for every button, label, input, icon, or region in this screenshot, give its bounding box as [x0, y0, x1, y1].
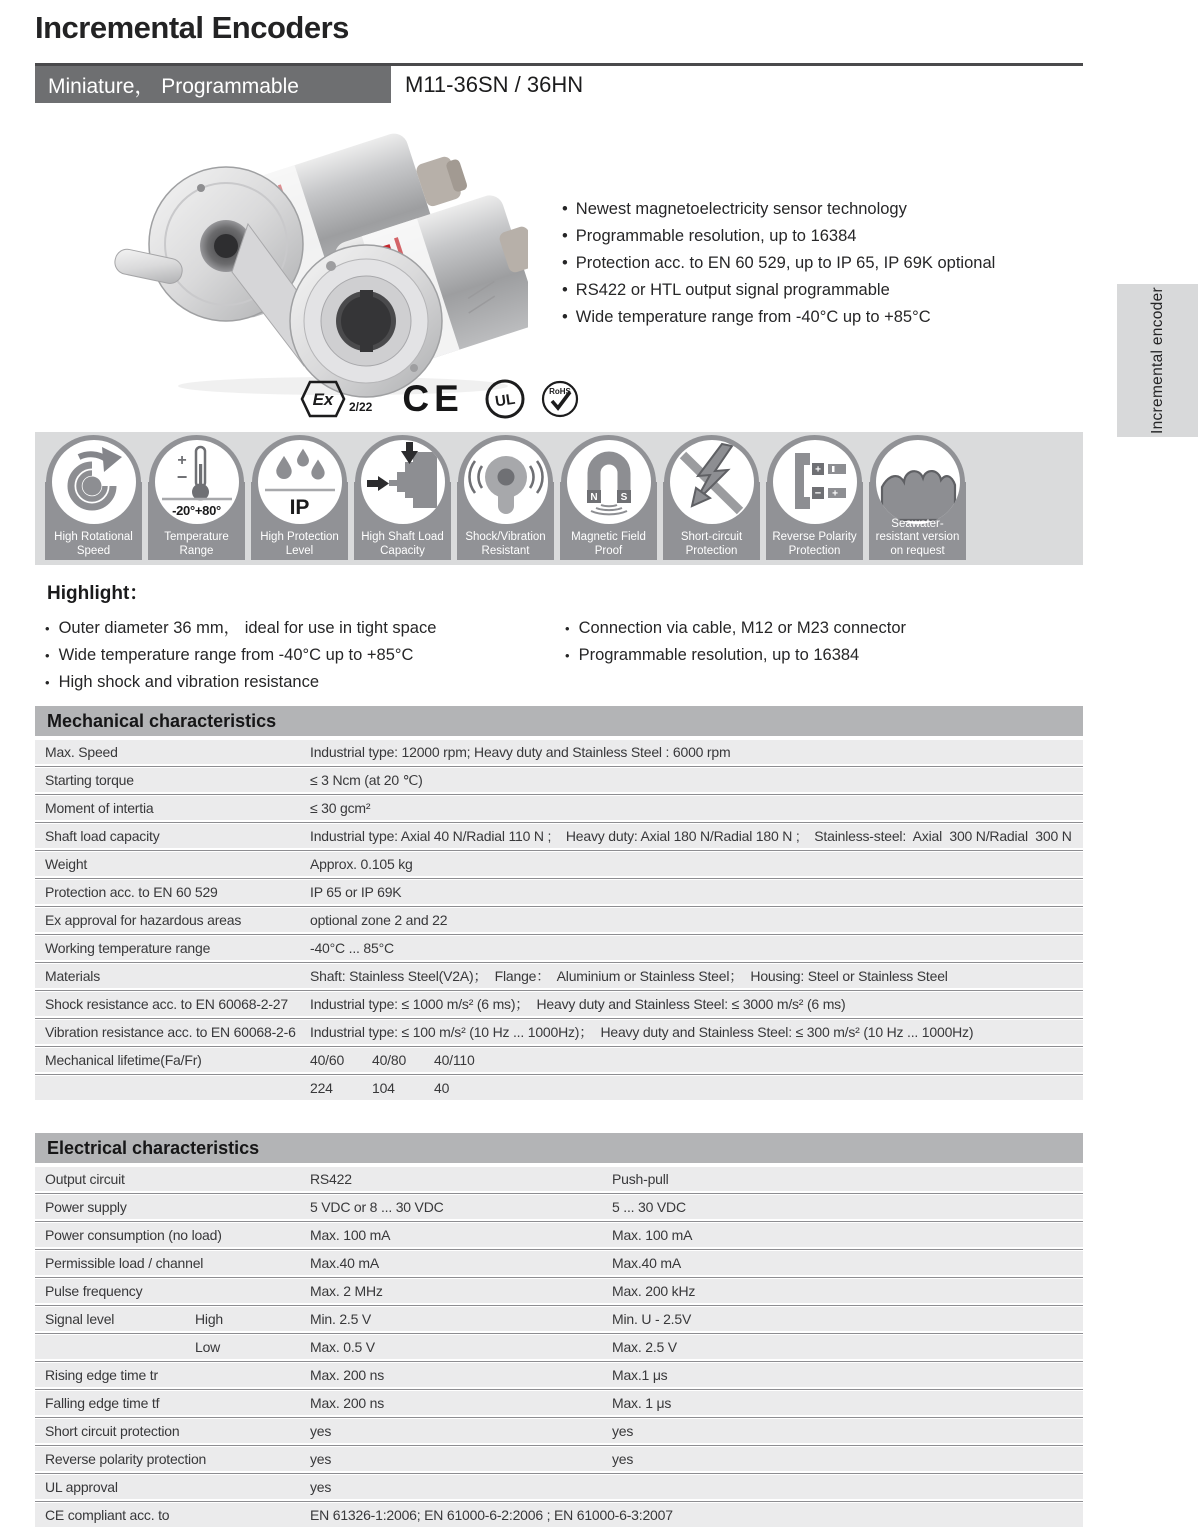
highlight-item-text: Programmable resolution, up to 16384 [578, 646, 860, 664]
spec-row-sublabel: Low [195, 1339, 221, 1355]
spec-row-value-rs422: Max. 2 MHz [310, 1283, 383, 1299]
features-list [562, 196, 995, 331]
bullet-icon: • [45, 621, 50, 636]
ul-mark-text: UL [493, 390, 517, 411]
spec-row-value: IP 65 or IP 69K [310, 884, 402, 900]
ex-zone-label: 2/22 [349, 400, 373, 414]
spec-row-value-rs422: Max. 0.5 V [310, 1339, 375, 1355]
icon-strip-label: Short-circuit Protection [680, 531, 743, 557]
spec-row [35, 1307, 1083, 1331]
icon-strip-unit [250, 432, 349, 565]
side-tab-label: Incremental encoder [1148, 286, 1166, 434]
spec-row [35, 1251, 1083, 1275]
short-circuit-protection-icon [670, 440, 754, 524]
magnetic-field-proof-icon [567, 440, 651, 524]
spec-row [35, 768, 1083, 792]
spec-row-label: Protection acc. to EN 60 529 [45, 884, 218, 900]
icon-strip-label: High Shaft Load Capacity [361, 531, 444, 557]
reverse-polarity-icon [773, 440, 857, 524]
icon-circle [464, 440, 548, 524]
spec-row [35, 1391, 1083, 1415]
ex-mark-text: Ex [312, 390, 334, 409]
feature-item-text: Programmable resolution, up to 16384 [575, 227, 857, 245]
svg-text:−: − [814, 487, 821, 500]
svg-text:+: + [831, 488, 838, 500]
spec-row-label: Output circuit [45, 1171, 125, 1187]
highlight-item [45, 642, 436, 669]
icon-badge: -20°+80° [172, 503, 221, 518]
spec-row [35, 964, 1083, 988]
spec-row [35, 1223, 1083, 1247]
icon-strip-label: Seawater-resistant version on request [875, 517, 960, 557]
spec-row [35, 1475, 1083, 1499]
spec-row-value-pushpull: Max. 1 μs [612, 1395, 672, 1411]
model-bar [35, 63, 1083, 103]
bullet-icon: • [562, 200, 568, 218]
bullet-icon: • [562, 227, 568, 245]
spec-row-label: Pulse frequency [45, 1283, 143, 1299]
spec-row-label: Reverse polarity protection [45, 1451, 207, 1467]
shock-vibration-icon [464, 440, 548, 524]
feature-item-text: Protection acc. to EN 60 529, up to IP 65, IP 69K optional [575, 254, 996, 272]
icon-strip-label: High Rotational Speed [54, 531, 133, 557]
spec-row-label: Power consumption (no load) [45, 1227, 222, 1243]
bullet-icon: • [45, 648, 50, 663]
spec-row-value-pushpull: Max. 100 mA [612, 1227, 693, 1243]
spec-row-value: -40°C ... 85°C [310, 940, 394, 956]
icon-circle [258, 440, 342, 524]
spec-row [35, 1419, 1083, 1443]
highlight-list-right [565, 615, 906, 669]
lifetime-value: 40/110 [434, 1052, 475, 1068]
icon-strip-unit [147, 432, 246, 565]
feature-item-text: RS422 or HTL output signal programmable [575, 281, 890, 299]
spec-row [35, 1279, 1083, 1303]
spec-row-value [310, 1080, 1083, 1096]
icon-circle [52, 440, 136, 524]
series-label: Miniature， Programmable [35, 66, 391, 103]
spec-row [35, 1076, 1083, 1100]
mechanical-table-rows [35, 740, 1083, 1100]
highlight-item-text: High shock and vibration resistance [58, 673, 320, 691]
side-tab [1117, 284, 1198, 437]
spec-row [35, 1020, 1083, 1044]
spec-row-label: Power supply [45, 1199, 127, 1215]
feature-item [562, 304, 995, 331]
spec-row-value: Approx. 0.105 kg [310, 856, 413, 872]
spec-row-label: UL approval [45, 1479, 118, 1495]
rohs-mark-icon [540, 379, 580, 419]
spec-row [35, 936, 1083, 960]
svg-text:+: + [176, 452, 187, 469]
spec-row-value-pushpull: Max.1 μs [612, 1367, 668, 1383]
icon-circle [361, 440, 445, 524]
spec-row-value: Industrial type: 12000 rpm; Heavy duty and Stainless Steel : 6000 rpm [310, 744, 731, 760]
spec-row-label: Permissible load / channel [45, 1255, 204, 1271]
icon-strip-label: High Protection Level [260, 531, 339, 557]
spec-row-label: Materials [45, 968, 100, 984]
ex-mark-icon [300, 379, 346, 419]
electrical-table-heading: Electrical characteristics [35, 1133, 1083, 1163]
spec-row-value-rs422: Max. 100 mA [310, 1227, 391, 1243]
spec-row-sublabel: High [195, 1311, 223, 1327]
model-number: M11-36SN / 36HN [405, 71, 584, 97]
feature-item-text: Newest magnetoelectricity sensor technology [575, 200, 907, 218]
spec-row-value: ≤ 3 Ncm (at 20 ℃) [310, 771, 423, 788]
icon-strip-unit [353, 432, 452, 565]
spec-row-value [310, 1052, 1083, 1068]
feature-item [562, 277, 995, 304]
spec-row-label: Shaft load capacity [45, 828, 160, 844]
spec-row-label: Rising edge time tr [45, 1367, 158, 1383]
icon-circle [876, 440, 960, 524]
lifetime-value: 40 [434, 1080, 450, 1096]
svg-text:N: N [589, 492, 598, 503]
spec-row-label: Short circuit protection [45, 1423, 180, 1439]
lifetime-value: 104 [372, 1080, 395, 1096]
icon-strip-unit [662, 432, 761, 565]
spec-row-value-pushpull: 5 ... 30 VDC [612, 1199, 686, 1215]
spec-row-value-pushpull: Max. 200 kHz [612, 1283, 696, 1299]
icon-badge: IP [289, 496, 310, 519]
icon-strip-label: Reverse Polarity Protection [772, 531, 857, 557]
spec-row-value-pushpull: Max.40 mA [612, 1255, 681, 1271]
icon-strip-unit [456, 432, 555, 565]
ul-mark-icon [484, 378, 526, 420]
spec-row-value-rs422: RS422 [310, 1171, 352, 1187]
spec-row-value: optional zone 2 and 22 [310, 912, 448, 928]
spec-row-value-rs422: Max. 200 ns [310, 1395, 385, 1411]
icon-strip-label: Temperature Range [164, 531, 229, 557]
spec-row-value-pushpull: Min. U - 2.5V [612, 1311, 692, 1327]
icon-strip-unit [44, 432, 143, 565]
certifications [300, 376, 580, 422]
spec-row-value: ≤ 30 gcm² [310, 800, 371, 816]
mechanical-table [35, 706, 1083, 1104]
spec-row-value: Industrial type: Axial 40 N/Radial 110 N ; Heavy duty: Axial 180 N/Radial 180 N ; Stainless-steel: Axial 300 N/Radial 300 N [310, 828, 1072, 844]
spec-row-label: Weight [45, 856, 88, 872]
spec-row [35, 1503, 1083, 1527]
feature-item [562, 250, 995, 277]
spec-row-label: Working temperature range [45, 940, 211, 956]
spec-row-value-rs422: Min. 2.5 V [310, 1311, 372, 1327]
lifetime-value: 224 [310, 1080, 333, 1096]
spec-row [35, 880, 1083, 904]
lifetime-value: 40/60 [310, 1052, 345, 1068]
highlight-item [45, 669, 436, 696]
highlight-item [45, 615, 436, 642]
icon-strip-unit [559, 432, 658, 565]
spec-row [35, 1167, 1083, 1191]
highlight-item-text: Outer diameter 36 mm， ideal for use in tight space [58, 619, 437, 637]
bullet-icon: • [565, 621, 570, 636]
icon-strip-label: Shock/Vibration Resistant [465, 531, 546, 557]
highlight-item-text: Wide temperature range from -40°C up to +85°C [58, 646, 414, 664]
electrical-table [35, 1133, 1083, 1531]
icon-circle [567, 440, 651, 524]
highlight-item [565, 642, 906, 669]
spec-row [35, 796, 1083, 820]
mechanical-table-heading: Mechanical characteristics [35, 706, 1083, 736]
spec-row-value-rs422: yes [310, 1423, 332, 1439]
feature-item [562, 196, 995, 223]
spec-row-label: Starting torque [45, 772, 134, 788]
spec-row-label: Signal level [45, 1311, 115, 1327]
svg-text:S: S [620, 492, 627, 503]
spec-row-label: CE compliant acc. to [45, 1507, 170, 1523]
spec-row-value-rs422: Max.40 mA [310, 1255, 379, 1271]
spec-row-value-rs422: 5 VDC or 8 ... 30 VDC [310, 1199, 444, 1215]
spec-row-value: Industrial type: ≤ 100 m/s² (10 Hz ... 1000Hz)； Heavy duty and Stainless Steel: ≤ 300 m/s² (10 Hz ... 1000Hz) [310, 1024, 974, 1040]
highlight-item [565, 615, 906, 642]
bullet-icon: • [45, 675, 50, 690]
spec-row-label: Mechanical lifetime(Fa/Fr) [45, 1052, 202, 1068]
electrical-table-rows [35, 1167, 1083, 1527]
spec-row-label: Falling edge time tf [45, 1395, 160, 1411]
spec-row-label: Vibration resistance acc. to EN 60068-2-6 [45, 1024, 296, 1040]
icon-circle [155, 440, 239, 524]
spec-row-value-pushpull: Max. 2.5 V [612, 1339, 677, 1355]
spec-row-label: Ex approval for hazardous areas [45, 912, 242, 928]
bullet-icon: • [565, 648, 570, 663]
seawater-resistant-icon [876, 440, 960, 524]
spec-row [35, 852, 1083, 876]
spec-row [35, 1048, 1083, 1072]
lifetime-value: 40/80 [372, 1052, 407, 1068]
page-title: Incremental Encoders [35, 10, 349, 45]
spec-row [35, 740, 1083, 764]
icon-strip-unit [765, 432, 864, 565]
spec-row [35, 824, 1083, 848]
spec-row-value-rs422: EN 61326-1:2006; EN 61000-6-2:2006 ; EN 61000-6-3:2007 [310, 1507, 673, 1523]
svg-text:−: − [176, 467, 187, 487]
svg-text:+: + [814, 464, 821, 476]
highlight-heading: Highlight： [47, 583, 149, 604]
bullet-icon: • [562, 254, 568, 272]
spec-row [35, 1195, 1083, 1219]
spec-row-value-pushpull: Push-pull [612, 1171, 669, 1187]
spec-row [35, 908, 1083, 932]
spec-row-value: Shaft: Stainless Steel(V2A)； Flange： Aluminium or Stainless Steel； Housing: Steel or Stainless Steel [310, 968, 948, 984]
spec-row [35, 992, 1083, 1016]
spec-row-label: Moment of intertia [45, 800, 154, 816]
spec-row-value: Industrial type: ≤ 1000 m/s² (6 ms)； Heavy duty and Stainless Steel: ≤ 3000 m/s² (6 ms) [310, 996, 846, 1012]
feature-item [562, 223, 995, 250]
spec-row [35, 1335, 1083, 1359]
spec-row-value-rs422: yes [310, 1479, 332, 1495]
icon-strip-label: Magnetic Field Proof [571, 531, 646, 557]
high-shaft-load-icon [361, 440, 445, 524]
product-photo [98, 106, 528, 398]
spec-row [35, 1447, 1083, 1471]
icon-strip-unit [868, 432, 967, 565]
spec-row-value-pushpull: yes [612, 1423, 634, 1439]
ce-mark-icon: CE [402, 378, 464, 419]
highlight-item-text: Connection via cable, M12 or M23 connector [578, 619, 906, 637]
highlight-list-left [45, 615, 436, 696]
bullet-icon: • [562, 308, 568, 326]
rohs-mark-text: RoHS [548, 387, 571, 396]
bullet-icon: • [562, 281, 568, 299]
spec-row-value-rs422: yes [310, 1451, 332, 1467]
spec-row-value-pushpull: yes [612, 1451, 634, 1467]
icon-circle [670, 440, 754, 524]
spec-row-value-rs422: Max. 200 ns [310, 1367, 385, 1383]
icon-circle [773, 440, 857, 524]
spec-row [35, 1363, 1083, 1387]
spec-row-label: Shock resistance acc. to EN 60068-2-27 [45, 996, 288, 1012]
icon-strip [35, 432, 1083, 565]
feature-item-text: Wide temperature range from -40°C up to +85°C [575, 308, 931, 326]
spec-row-label: Max. Speed [45, 744, 118, 760]
high-rotational-speed-icon [52, 440, 136, 524]
